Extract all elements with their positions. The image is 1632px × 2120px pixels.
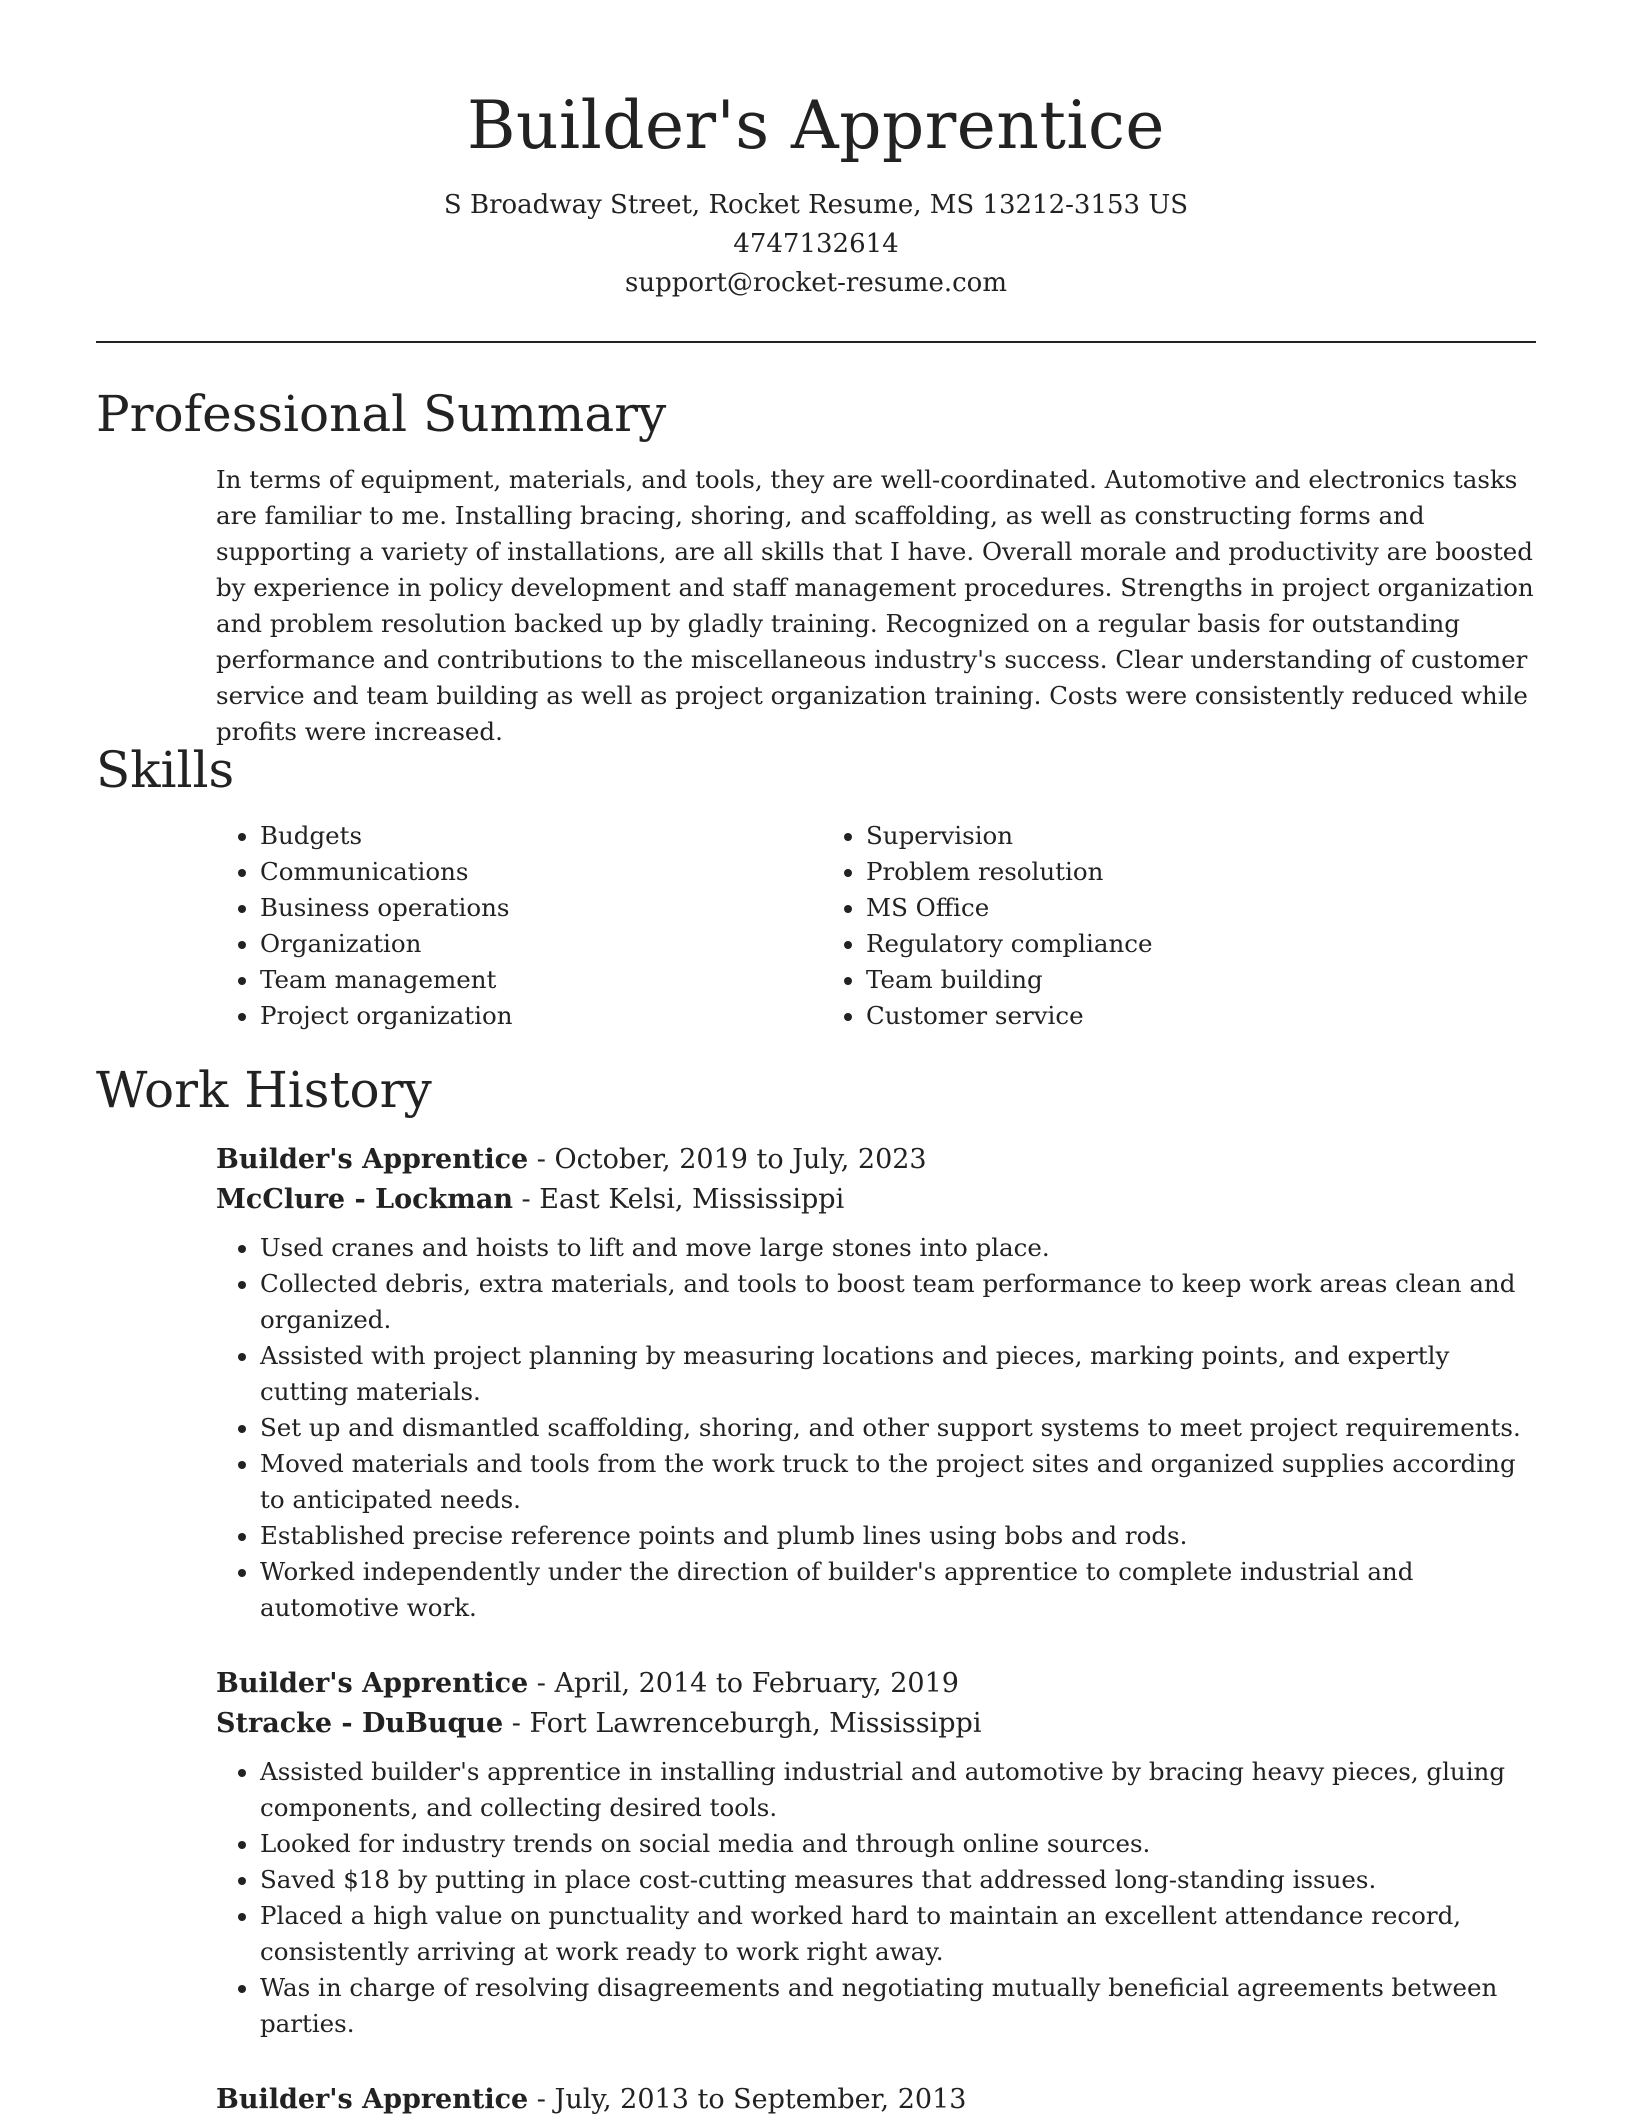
skills-list — [216, 818, 1516, 1034]
skill-item: • MS Office — [866, 890, 1428, 926]
summary-text: In terms of equipment, materials, and tools, they are well-coordinated. Automotive and electronics tasks are familiar to me. Installing bracing, shoring, and scaffolding, as well as constructing forms and supporting a variety of installations, are all skills that I have. Overall morale and productivity are boosted by experience in policy development and staff management procedures. Strengths in project organization and problem resolution backed up by gladly training. Recognized on a regular basis for outstanding performance and contributions to the miscellaneous industry's success. Clear understanding of customer service and team building as well as project organization training. Costs were consistently reduced while profits were increased. — [216, 465, 1534, 746]
email: support@rocket-resume.com — [624, 268, 1007, 298]
job-bullet: • Worked independently under the direction of builder's apprentice to complete industrial and automotive work. — [260, 1554, 1536, 1626]
job-company-line — [216, 1180, 1536, 1220]
job-bullets — [216, 1754, 1536, 2042]
skill-item: • Communications — [260, 854, 822, 890]
skill-item: • Customer service — [866, 998, 1428, 1034]
skill-item: • Regulatory compliance — [866, 926, 1428, 962]
job-bullet: • Collected debris, extra materials, and tools to boost team performance to keep work areas clean and organized. — [260, 1266, 1536, 1338]
job-bullet: • Moved materials and tools from the work truck to the project sites and organized supplies according to anticipated needs. — [260, 1446, 1536, 1518]
resume-header — [0, 0, 1632, 303]
address: S Broadway Street, Rocket Resume, MS 13212-3153 US — [443, 190, 1189, 220]
job-entry — [216, 1140, 1536, 1626]
job-bullet: • Saved $18 by putting in place cost-cutting measures that addressed long-standing issues. — [260, 1862, 1536, 1898]
job-bullet: • Used cranes and hoists to lift and move large stones into place. — [260, 1230, 1536, 1266]
job-dates: - July, 2013 to September, 2013 — [528, 2084, 967, 2115]
skill-item: • Business operations — [260, 890, 822, 926]
skill-item: • Organization — [260, 926, 822, 962]
job-company: Stracke - DuBuque — [216, 1708, 504, 1739]
skills-column-right — [822, 818, 1428, 1034]
section-title-work-history: Work History — [96, 1061, 432, 1119]
job-bullet: • Assisted builder's apprentice in installing industrial and automotive by bracing heavy pieces, gluing components, and collecting desired tools. — [260, 1754, 1536, 1826]
header-divider — [96, 341, 1536, 343]
job-dates: - October, 2019 to July, 2023 — [528, 1144, 927, 1175]
section-title-summary: Professional Summary — [96, 385, 667, 443]
job-bullet: • Placed a high value on punctuality and worked hard to maintain an excellent attendance record, consistently arriving at work ready to work right away. — [260, 1898, 1536, 1970]
job-title: Builder's Apprentice — [216, 1668, 529, 1699]
skills-column-left — [216, 818, 822, 1034]
skill-item: • Supervision — [866, 818, 1428, 854]
job-location: - East Kelsi, Mississippi — [512, 1184, 845, 1215]
job-bullet: • Assisted with project planning by measuring locations and pieces, marking points, and expertly cutting materials. — [260, 1338, 1536, 1410]
contact-info — [0, 186, 1632, 303]
job-bullet: • Was in charge of resolving disagreements and negotiating mutually beneficial agreements between parties. — [260, 1970, 1536, 2042]
phone: 4747132614 — [733, 229, 899, 259]
job-title: Builder's Apprentice — [216, 2084, 529, 2115]
job-location: - Fort Lawrenceburgh, Mississippi — [503, 1708, 982, 1739]
job-entry — [216, 2080, 1536, 2120]
skill-item: • Budgets — [260, 818, 822, 854]
job-dates: - April, 2014 to February, 2019 — [528, 1668, 959, 1699]
skill-item: • Problem resolution — [866, 854, 1428, 890]
skill-item: • Project organization — [260, 998, 822, 1034]
job-bullet: • Established precise reference points and plumb lines using bobs and rods. — [260, 1518, 1536, 1554]
job-bullet: • Looked for industry trends on social media and through online sources. — [260, 1826, 1536, 1862]
job-entry — [216, 1664, 1536, 2042]
candidate-name: Builder's Apprentice — [466, 87, 1165, 164]
job-title-line — [216, 1140, 1536, 1180]
skill-item: • Team management — [260, 962, 822, 998]
job-bullets — [216, 1230, 1536, 1626]
job-title-line — [216, 1664, 1536, 1704]
job-title-line — [216, 2080, 1536, 2120]
job-company: McClure - Lockman — [216, 1184, 513, 1215]
section-title-skills: Skills — [96, 741, 235, 799]
job-company-line — [216, 1704, 1536, 1744]
skill-item: • Team building — [866, 962, 1428, 998]
job-title: Builder's Apprentice — [216, 1144, 529, 1175]
job-bullet: • Set up and dismantled scaffolding, shoring, and other support systems to meet project requirements. — [260, 1410, 1536, 1446]
